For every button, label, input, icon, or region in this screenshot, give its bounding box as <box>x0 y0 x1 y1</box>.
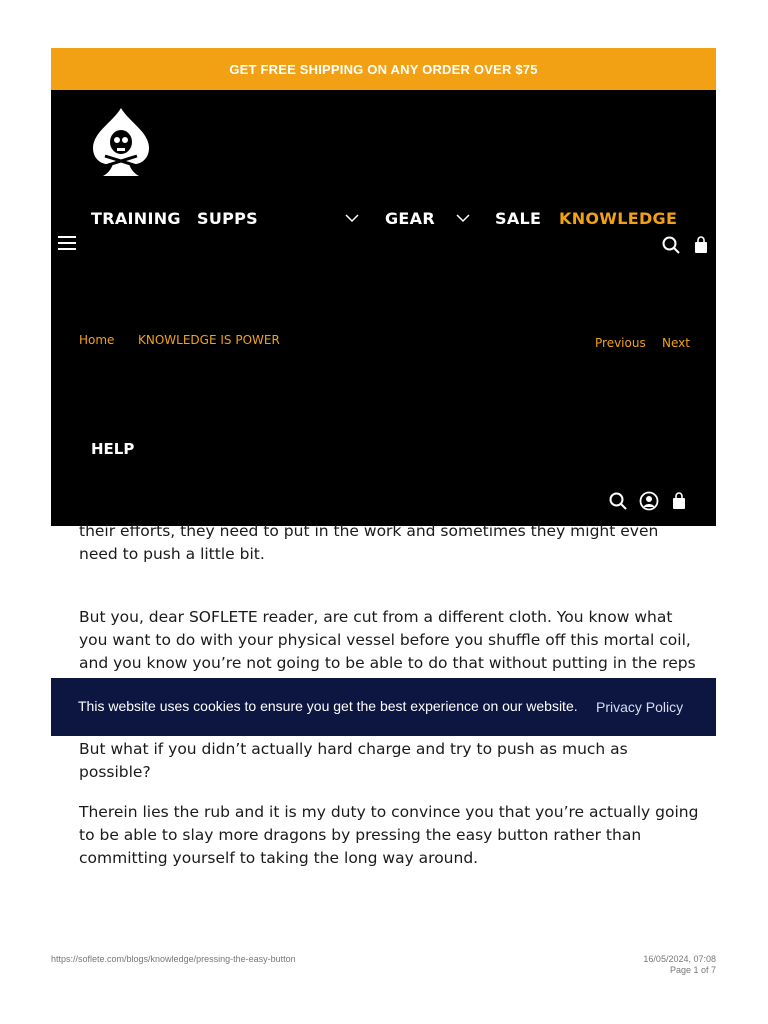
search-icon[interactable] <box>662 236 680 254</box>
menu-icon[interactable] <box>58 236 76 250</box>
promo-banner <box>51 48 716 90</box>
article-paragraph <box>79 801 699 870</box>
nav-item-training[interactable]: TRAINING <box>91 209 181 228</box>
chevron-down-icon[interactable] <box>456 213 470 223</box>
breadcrumb-section[interactable]: KNOWLEDGE IS POWER <box>138 333 280 347</box>
account-icon[interactable] <box>639 491 659 511</box>
promo-text: GET FREE SHIPPING ON ANY ORDER OVER $75 <box>229 61 538 77</box>
paragraph-line: to be able to slay more dragons by pressing the easy button rather than <box>79 826 642 844</box>
cart-icon[interactable] <box>694 236 708 254</box>
cookie-banner <box>51 678 716 736</box>
nav-item-help[interactable]: HELP <box>91 440 135 458</box>
page-url: https://soflete.com/blogs/knowledge/pressing-the-easy-button <box>51 954 296 964</box>
paragraph-line: But you, dear SOFLETE reader, are cut from a different cloth. You know what <box>79 608 673 626</box>
nav-item-knowledge[interactable]: KNOWLEDGE <box>559 209 678 228</box>
search-icon[interactable] <box>609 492 627 510</box>
paragraph-line: you want to do with your physical vessel before you shuffle off this mortal coil, <box>79 631 691 649</box>
nav-item-supps[interactable]: SUPPS <box>197 209 258 228</box>
print-meta <box>643 954 716 976</box>
paragraph-line: Therein lies the rub and it is my duty to convince you that you’re actually going <box>79 803 699 821</box>
paragraph-line: need to push a little bit. <box>79 545 265 563</box>
nav-item-gear[interactable]: GEAR <box>385 209 435 228</box>
cookie-message: This website uses cookies to ensure you get the best experience on our website. <box>78 698 578 714</box>
page-number: Page 1 of 7 <box>669 965 716 975</box>
article-paragraph <box>79 520 699 566</box>
paragraph-line: their efforts, they need to put in the work and sometimes they might even <box>79 522 659 540</box>
paragraph-line: and you know you’re not going to be able to do that without putting in the reps <box>79 654 696 672</box>
paragraph-line: But what if you didn’t actually hard charge and try to push as much as possible? <box>79 740 628 781</box>
article-paragraph <box>79 606 699 675</box>
chevron-down-icon[interactable] <box>345 213 359 223</box>
cart-icon[interactable] <box>672 492 686 510</box>
paragraph-line: committing yourself to taking the long way around. <box>79 849 479 867</box>
privacy-policy-link[interactable]: Privacy Policy <box>596 699 684 715</box>
site-header <box>51 90 716 526</box>
spade-skull-logo-icon[interactable] <box>89 106 153 180</box>
print-datetime: 16/05/2024, 07:08 <box>643 954 716 964</box>
previous-link[interactable]: Previous <box>595 336 646 350</box>
article-paragraph <box>79 738 699 784</box>
nav-item-sale[interactable]: SALE <box>495 209 542 228</box>
next-link[interactable]: Next <box>662 336 690 350</box>
breadcrumb-home[interactable]: Home <box>79 333 115 347</box>
